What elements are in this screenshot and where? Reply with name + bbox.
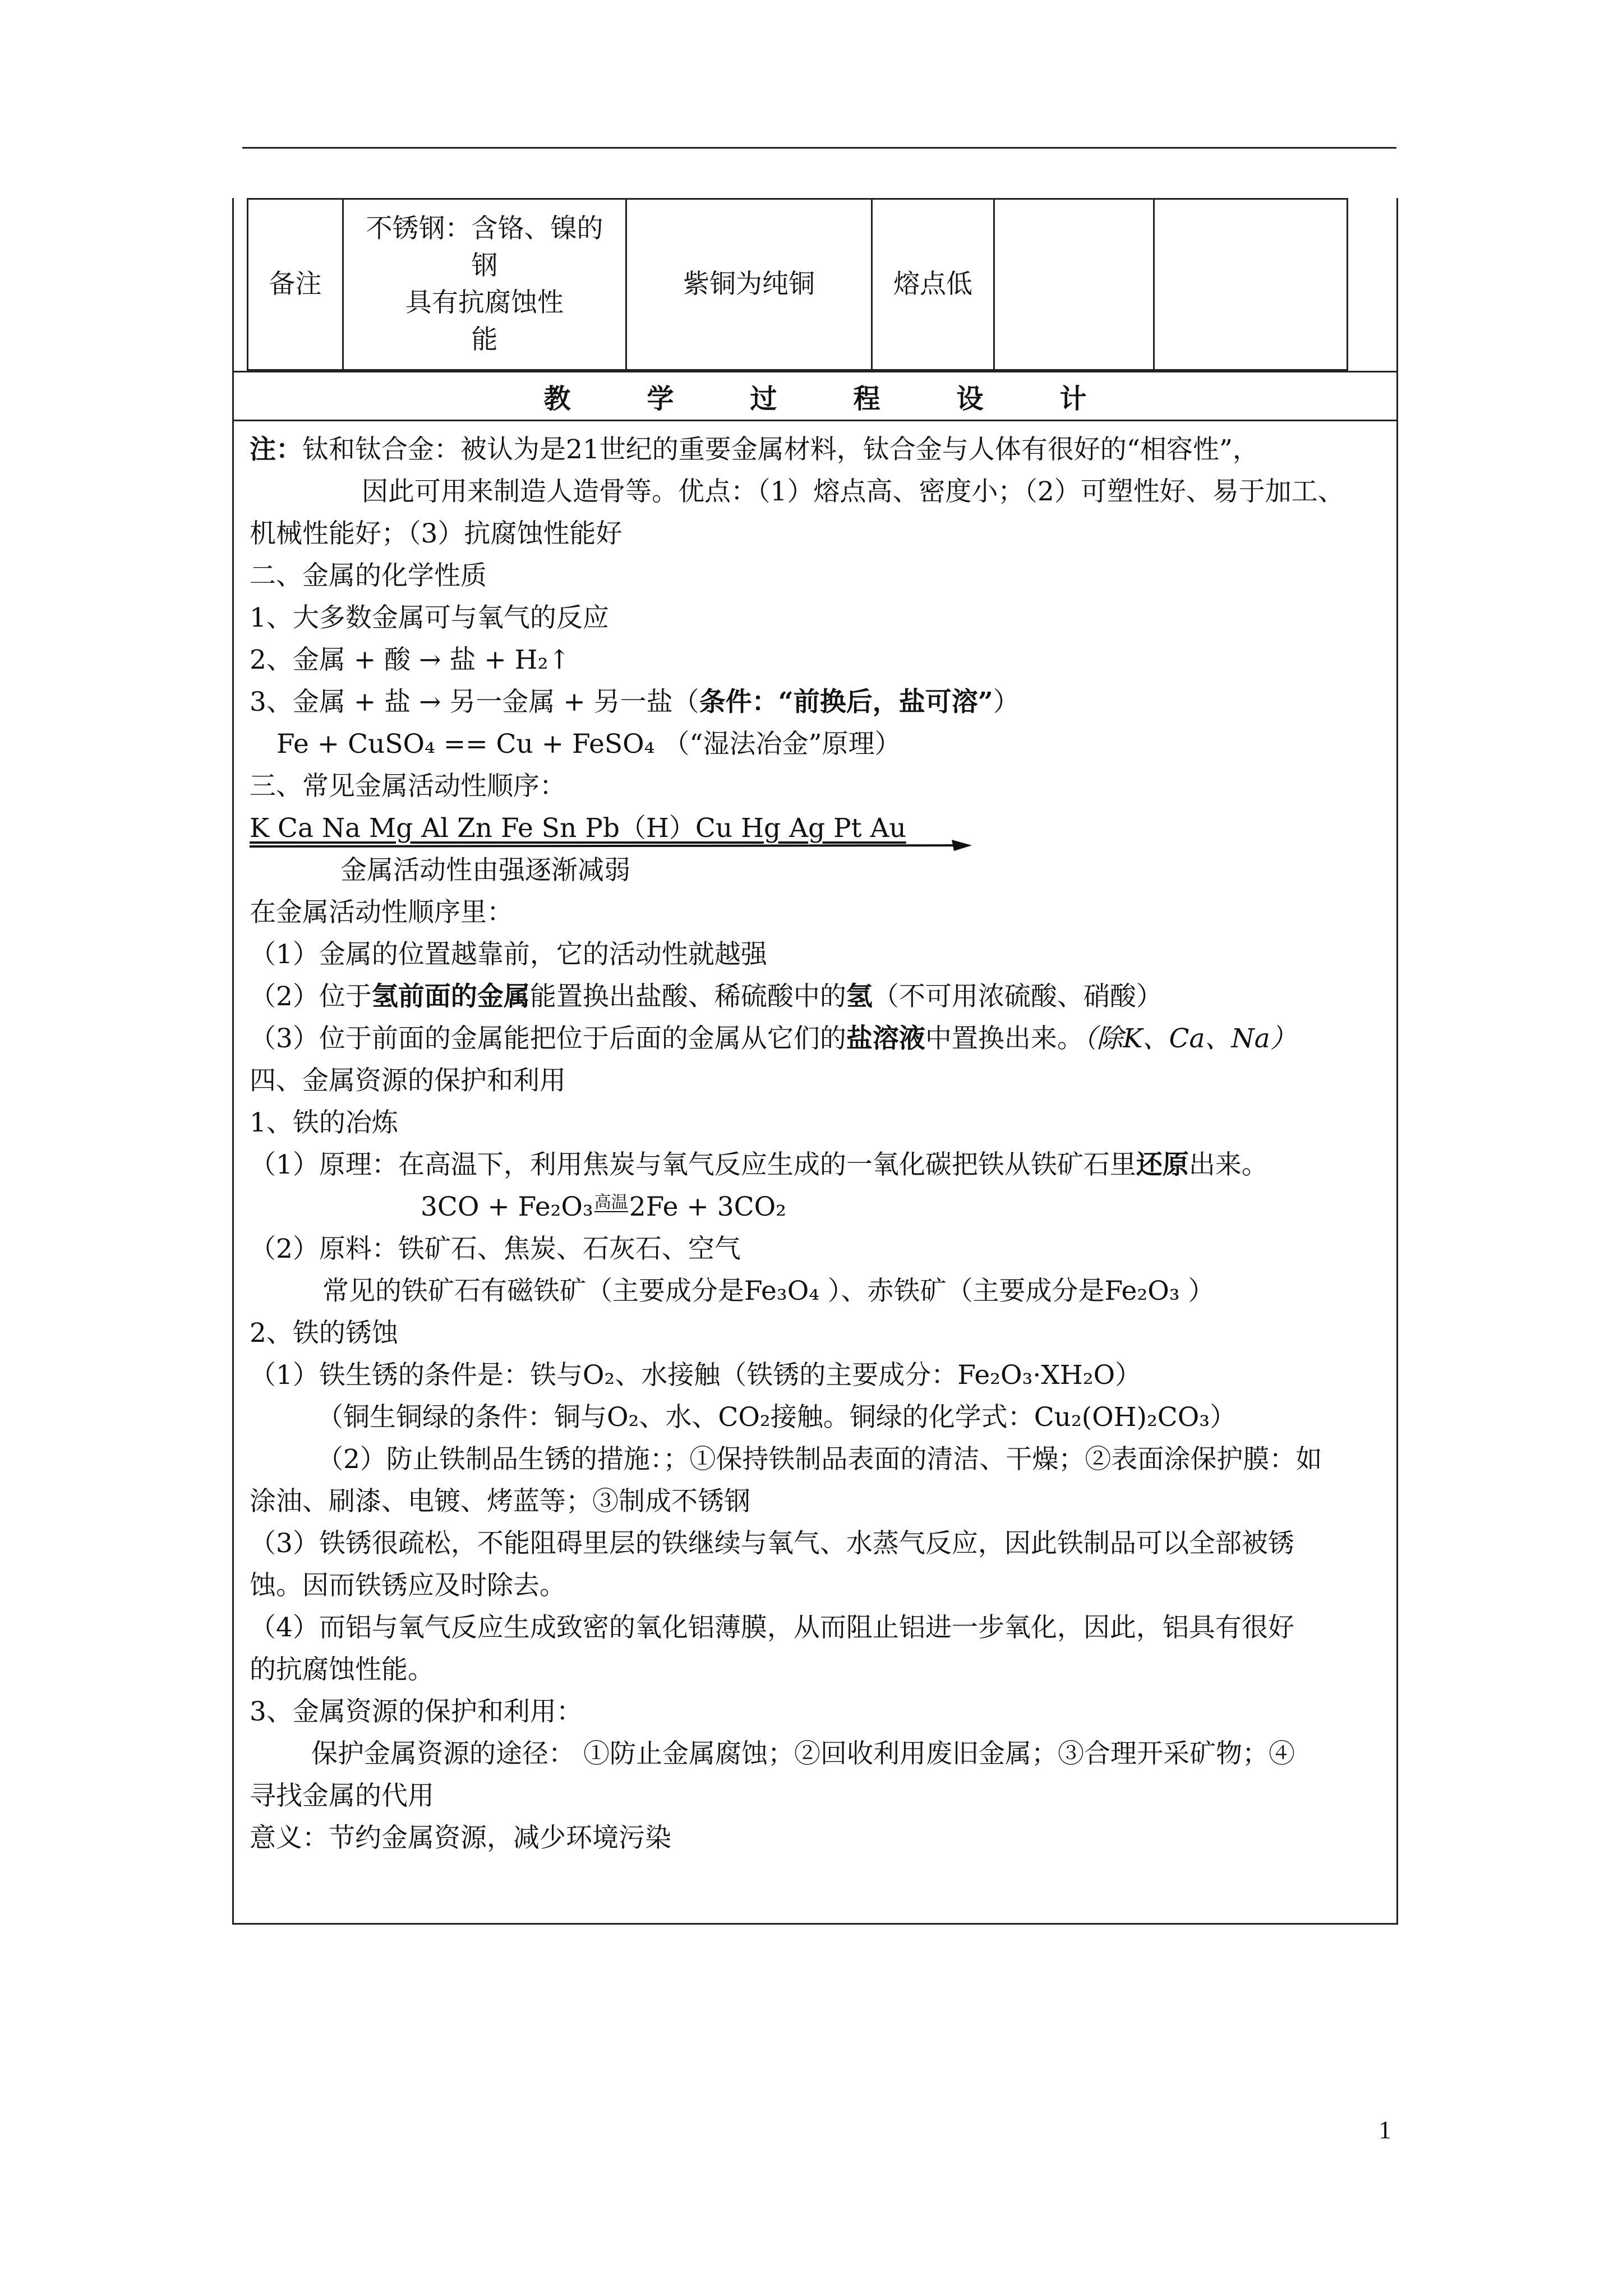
note-paragraph xyxy=(250,429,1382,471)
text-line: 因此可用来制造人造骨等。优点：（1）熔点高、密度小；（2）可塑性好、易于加工、 xyxy=(362,476,1344,507)
text-span: 3CO + Fe₂O₃ xyxy=(421,1191,593,1222)
bold-span: 条件：“前换后，盐可溶” xyxy=(699,687,993,717)
page-number: 1 xyxy=(1378,2115,1391,2144)
text-line: （2）原料：铁矿石、焦炭、石灰石、空气 xyxy=(250,1234,741,1264)
heading-char: 过 xyxy=(750,383,777,415)
text-line: 涂油、刷漆、电镀、烤蓝等；③制成不锈钢 xyxy=(250,1486,750,1517)
bold-span: 盐溶液 xyxy=(846,1023,925,1054)
text-span: ） xyxy=(993,687,1020,717)
section-title: 三、常见金属活动性顺序： xyxy=(250,771,566,802)
text-line xyxy=(250,681,1382,723)
rule-item xyxy=(250,1018,1382,1060)
text-line: （铜生铜绿的条件：铜与O₂、水、CO₂接触。铜绿的化学式：Cu₂(OH)₂CO₃） xyxy=(317,1402,1237,1433)
rule-item xyxy=(250,976,1382,1018)
text-line: 的抗腐蚀性能。 xyxy=(250,1654,434,1685)
text-span: 中置换出来。 xyxy=(925,1023,1083,1054)
reaction-condition: 高温 xyxy=(594,1193,628,1212)
table-cell-empty xyxy=(1155,200,1347,369)
section-title: 二、金属的化学性质 xyxy=(250,560,487,591)
cell-line: 不锈钢：含铬、镍的 xyxy=(366,213,603,244)
bold-span: 还原 xyxy=(1136,1149,1189,1180)
bold-span: 氢前面的金属 xyxy=(371,981,530,1012)
cell-text: 熔点低 xyxy=(893,269,972,300)
text-line: 意义：节约金属资源，减少环境污染 xyxy=(250,1823,671,1853)
text-line: 钛和钛合金：被认为是21世纪的重要金属材料，钛合金与人体有很好的“相容性”， xyxy=(302,434,1259,465)
cell-line: 具有抗腐蚀性 xyxy=(405,287,564,318)
header-rule xyxy=(242,147,1396,149)
text-span: （不可用浓硫酸、硝酸） xyxy=(872,981,1163,1012)
bold-span: 氢 xyxy=(846,981,873,1012)
heading-char: 教 xyxy=(543,383,571,415)
table-cell-stainless xyxy=(344,200,627,369)
text-line: 1、大多数金属可与氧气的反应 xyxy=(250,602,609,633)
text-line: 2、金属 + 酸 → 盐 + H₂↑ xyxy=(250,645,570,675)
properties-table-row xyxy=(247,198,1348,371)
text-span: （3）位于前面的金属能把位于后面的金属从它们的 xyxy=(250,1023,846,1054)
text-line: （4）而铝与氧气反应生成致密的氧化铝薄膜，从而阻止铝进一步氧化，因此，铝具有很好 xyxy=(250,1612,1294,1643)
table-cell-melting xyxy=(873,200,995,369)
cell-line: 钢 xyxy=(471,250,498,281)
equation xyxy=(250,1186,1382,1228)
text-line: （3）铁锈很疏松，不能阻碍里层的铁继续与氧气、水蒸气反应，因此铁制品可以全部被锈 xyxy=(250,1528,1294,1559)
equation: Fe + CuSO₄ == Cu + FeSO₄ （“湿法冶金”原理） xyxy=(276,729,901,760)
activity-series-text: K Ca Na Mg Al Zn Fe Sn Pb（H）Cu Hg Ag Pt Au xyxy=(250,813,906,844)
italic-span: （除K、Ca、Na） xyxy=(1083,1023,1297,1054)
heading-divider xyxy=(234,420,1396,421)
text-span: 3、金属 + 盐 → 另一金属 + 另一盐（ xyxy=(250,687,699,717)
text-line: 3、金属资源的保护和利用： xyxy=(250,1696,583,1727)
section-heading xyxy=(234,372,1396,420)
text-line xyxy=(250,1144,1382,1186)
text-line: 机械性能好；（3）抗腐蚀性能好 xyxy=(250,518,623,549)
heading-char: 计 xyxy=(1059,383,1087,415)
table-cell-empty xyxy=(995,200,1155,369)
table-outer-border-left xyxy=(232,198,234,371)
heading-char: 学 xyxy=(647,383,674,415)
text-line: 2、铁的锈蚀 xyxy=(250,1318,398,1349)
text-line: 金属活动性由强逐渐减弱 xyxy=(340,855,630,886)
text-line: 蚀。因而铁锈应及时除去。 xyxy=(250,1570,566,1601)
text-line: 常见的铁矿石有磁铁矿（主要成分是Fe₃O₄ ）、赤铁矿（主要成分是Fe₂O₃ ） xyxy=(322,1276,1215,1306)
table-cell-label xyxy=(248,200,344,369)
rule-item: （1）金属的位置越靠前，它的活动性就越强 xyxy=(250,939,767,970)
arrow-icon xyxy=(250,840,972,853)
section-title: 四、金属资源的保护和利用 xyxy=(250,1065,566,1096)
text-line: 在金属活动性顺序里： xyxy=(250,897,513,928)
teaching-process-frame xyxy=(232,371,1398,1925)
text-line: （2）防止铁制品生锈的措施：；①保持铁制品表面的清洁、干燥；②表面涂保护膜：如 xyxy=(317,1444,1322,1475)
heading-char: 设 xyxy=(956,383,984,415)
note-label: 注： xyxy=(250,434,302,465)
heading-char: 程 xyxy=(853,383,880,415)
text-line: （1）铁生锈的条件是：铁与O₂、水接触（铁锈的主要成分：Fe₂O₃·XH₂O） xyxy=(250,1360,1142,1391)
text-span: （1）原理：在高温下，利用焦炭与氧气反应生成的一氧化碳把铁从铁矿石里 xyxy=(250,1149,1136,1180)
text-span: 能置换出盐酸、稀硫酸中的 xyxy=(529,981,846,1012)
table-outer-border-right xyxy=(1396,198,1398,371)
cell-line: 能 xyxy=(471,324,498,355)
text-span: （2）位于 xyxy=(250,981,372,1012)
text-line: 保护金属资源的途径： ①防止金属腐蚀；②回收利用废旧金属；③合理开采矿物；④ xyxy=(311,1738,1295,1769)
cell-text: 紫铜为纯铜 xyxy=(683,269,815,300)
text-line: 寻找金属的代用 xyxy=(250,1780,434,1811)
lesson-content xyxy=(250,429,1382,1859)
text-line: 1、铁的冶炼 xyxy=(250,1107,398,1138)
text-span: 出来。 xyxy=(1188,1149,1268,1180)
row-label: 备注 xyxy=(269,269,322,300)
activity-series xyxy=(250,807,1382,849)
text-span: 2Fe + 3CO₂ xyxy=(629,1191,786,1222)
table-cell-copper xyxy=(627,200,873,369)
